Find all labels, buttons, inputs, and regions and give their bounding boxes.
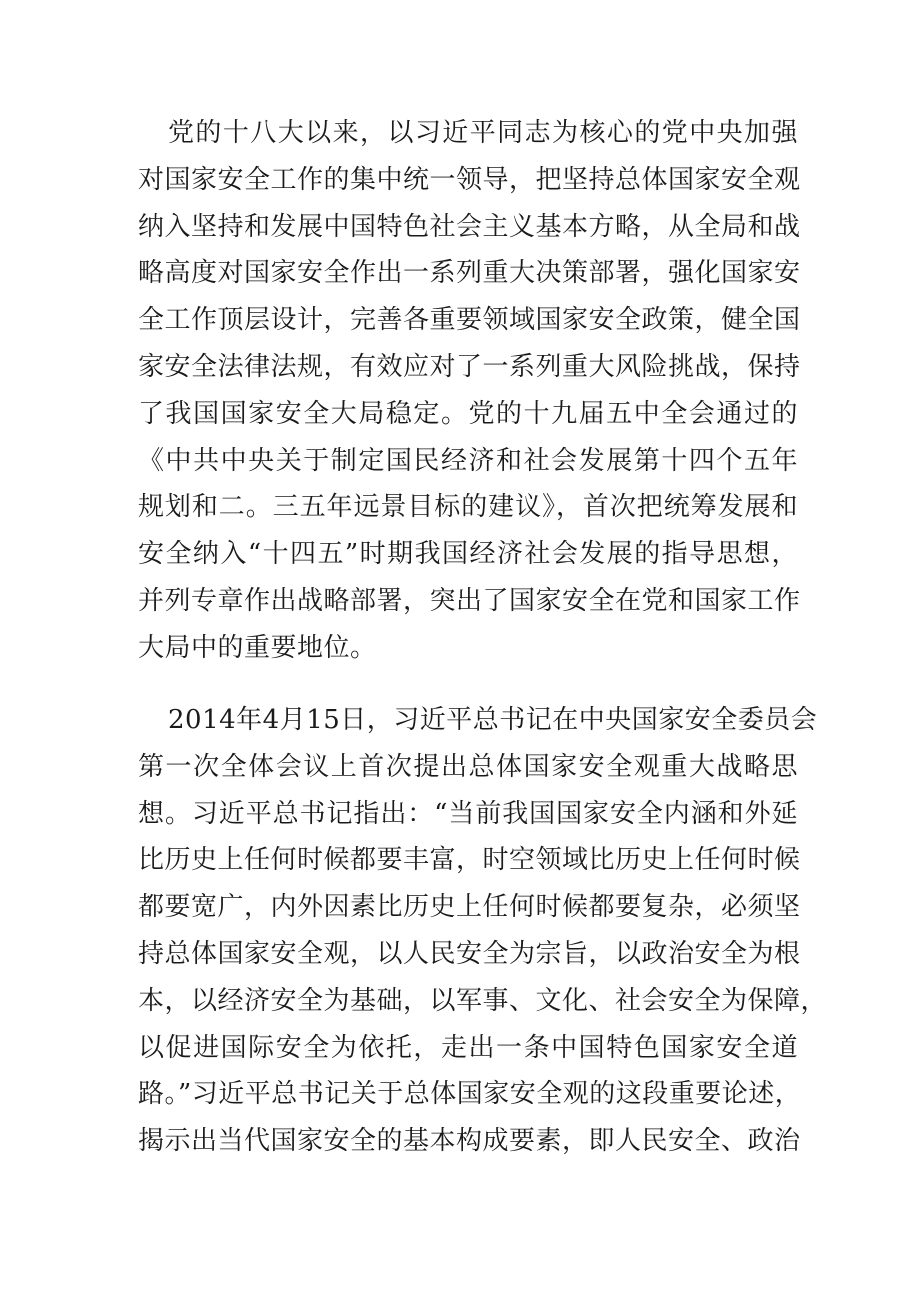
paragraph-line: 并列专章作出战略部署，突出了国家安全在党和国家工作 (138, 585, 801, 616)
paragraph-line: 本，以经济安全为基础，以军事、文化、社会安全为保障， (138, 985, 828, 1016)
paragraph-line: 路。”习近平总书记关于总体国家安全观的这段重要论述， (138, 1079, 802, 1110)
paragraph-line: 以促进国际安全为依托，走出一条中国特色国家安全道 (138, 1032, 798, 1063)
paragraph-line: 持总体国家安全观，以人民安全为宗旨，以政治安全为根 (138, 938, 801, 969)
paragraph-line: 对国家安全工作的集中统一领导，把坚持总体国家安全观 (138, 164, 801, 195)
paragraph-line: 家安全法律法规，有效应对了一系列重大风险挑战，保持 (138, 351, 801, 382)
paragraph-line: 党的十八大以来，以习近平同志为核心的党中央加强 (168, 118, 798, 148)
paragraph-line: 大局中的重要地位。 (138, 632, 377, 663)
paragraph-line: 都要宽广，内外因素比历史上任何时候都要复杂，必须坚 (138, 892, 801, 923)
paragraph-line: 想。习近平总书记指出：“当前我国国家安全内涵和外延 (138, 798, 798, 829)
paragraph-line: 了我国国家安全大局稳定。党的十九届五中全会通过的 (138, 398, 798, 429)
paragraph-line: 2014年4月15日，习近平总书记在中央国家安全委员会 (168, 705, 818, 735)
paragraph-2 (138, 697, 828, 1165)
paragraph-line: 纳入坚持和发展中国特色社会主义基本方略，从全局和战 (138, 211, 801, 242)
paragraph-line: 安全纳入“十四五”时期我国经济社会发展的指导思想， (138, 539, 798, 570)
paragraph-line: 第一次全体会议上首次提出总体国家安全观重大战略思 (138, 751, 798, 782)
paragraph-line: 全工作顶层设计，完善各重要领域国家安全政策，健全国 (138, 305, 801, 336)
paragraph-line: 规划和二。三五年远景目标的建议》，首次把统筹发展和 (138, 492, 798, 523)
paragraph-1 (138, 110, 801, 672)
paragraph-line: 《中共中央关于制定国民经济和社会发展第十四个五年 (138, 445, 798, 476)
paragraph-line: 揭示出当代国家安全的基本构成要素，即人民安全、政治 (138, 1126, 801, 1157)
paragraph-line: 比历史上任何时候都要丰富，时空领域比历史上任何时候 (138, 845, 801, 876)
paragraph-line: 略高度对国家安全作出一系列重大决策部署，强化国家安 (138, 258, 801, 289)
